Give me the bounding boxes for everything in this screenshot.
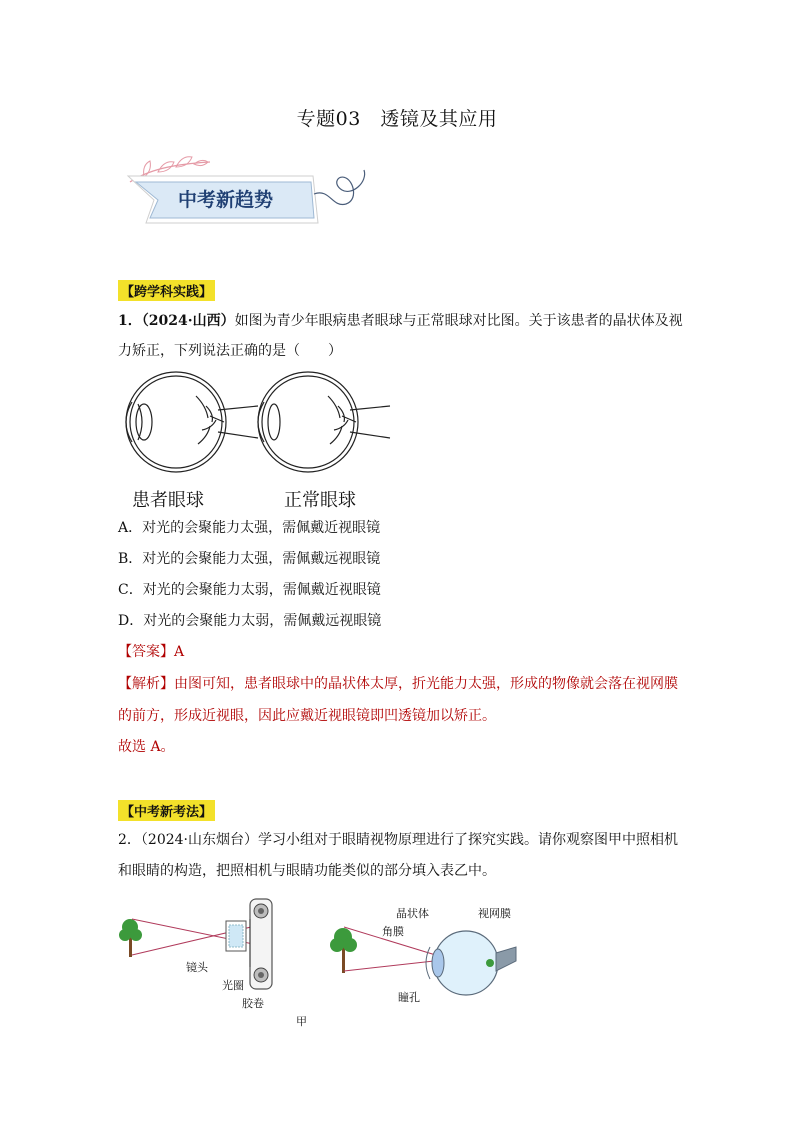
camera-eye-figure — [118, 895, 518, 1030]
section-tag-new-method: 【中考新考法】 — [118, 800, 215, 821]
analysis-text-2: 的前方，形成近视眼，因此应戴近视眼镜即凹透镜加以矫正。 — [118, 708, 496, 724]
trend-banner — [118, 148, 378, 238]
camera-eye-drawing — [118, 895, 518, 1005]
analysis-text-1: 由图可知，患者眼球中的晶状体太厚，折光能力太强，形成的物像就会落在视网膜 — [174, 676, 678, 692]
camera-lens-label: 镜头 — [186, 961, 208, 974]
analysis-label: 【解析】 — [118, 676, 174, 692]
page-title: 专题03 透镜及其应用 — [296, 108, 498, 130]
eye-pupil-label: 瞳孔 — [398, 991, 420, 1004]
eye-cornea-label: 角膜 — [382, 925, 404, 938]
question-1-number: 1． — [118, 313, 142, 329]
option-c: C．对光的会聚能力太弱，需佩戴近视眼镜 — [118, 582, 381, 598]
question-1-line-1 — [118, 311, 683, 331]
conclusion: 故选 A。 — [118, 739, 175, 755]
analysis-line-1 — [118, 674, 678, 694]
patient-eye-caption: 患者眼球 — [132, 490, 204, 511]
eye-lens-label: 晶状体 — [396, 907, 429, 920]
normal-eye-caption: 正常眼球 — [284, 490, 356, 511]
banner-text: 中考新趋势 — [178, 189, 274, 211]
section-tag-interdisciplinary: 【跨学科实践】 — [118, 280, 215, 301]
answer: 【答案】A — [118, 644, 185, 660]
option-a: A．对光的会聚能力太强，需佩戴近视眼镜 — [118, 520, 381, 536]
eye-retina-label: 视网膜 — [478, 907, 511, 920]
question-2-line-1: 2．（2024·山东烟台）学习小组对于眼睛视物原理进行了探究实践。请你观察图甲中照相机 — [118, 832, 678, 848]
question-1-text-2: 力矫正，下列说法正确的是（ ） — [118, 343, 342, 359]
camera-aperture-label: 光圈 — [222, 979, 244, 992]
question-1-text-1: 如图为青少年眼病患者眼球与正常眼球对比图。关于该患者的晶状体及视 — [234, 313, 683, 329]
option-b: B．对光的会聚能力太强，需佩戴远视眼镜 — [118, 551, 381, 567]
question-1-source: （2024·山西） — [141, 313, 235, 329]
option-d: D．对光的会聚能力太弱，需佩戴远视眼镜 — [118, 613, 382, 629]
eyeballs-drawing — [118, 366, 398, 476]
eye-comparison-figure — [118, 366, 398, 511]
figure-caption-jia: 甲 — [296, 1015, 307, 1028]
camera-film-label: 胶卷 — [242, 997, 264, 1010]
question-2-line-2: 和眼睛的构造，把照相机与眼睛功能类似的部分填入表乙中。 — [118, 863, 496, 879]
tree-icon-right — [330, 928, 357, 973]
tree-icon-left — [119, 919, 142, 957]
